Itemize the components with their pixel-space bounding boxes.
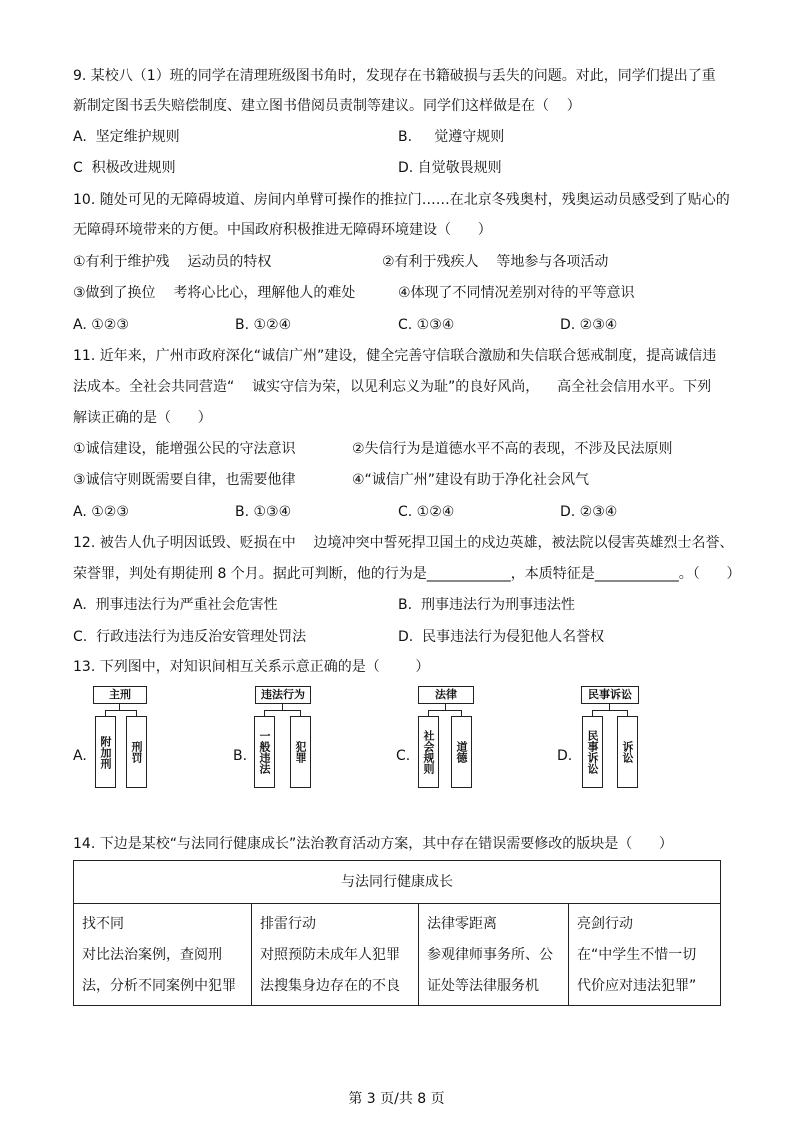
q9-option-b: B. 觉遵守规则 <box>398 129 505 145</box>
q11-stem-line3: 解读正确的是（ ） <box>73 410 212 426</box>
column-title: 法律零距离 <box>427 916 497 932</box>
connector-line <box>592 710 627 711</box>
q12-option-d: D. 民事违法行为侵犯他人名誉权 <box>398 629 605 645</box>
column-text: 在“中学生不惜一切 <box>577 947 697 963</box>
q12-option-b: B. 刑事违法行为刑事违法性 <box>398 597 575 613</box>
diagram-root-box: 法律 <box>418 686 474 704</box>
q11-statement-2: ②失信行为是道德水平不高的表现，不涉及民法原则 <box>352 441 673 457</box>
diagram-root-box: 主刑 <box>93 686 147 704</box>
q10-stem-line1: 10. 随处可见的无障碍坡道、房间内单臂可操作的推拉门……在北京冬残奥村，残奥运动员感受到了贴心的 <box>73 192 730 208</box>
q11-stem-line2: 法成本。全社会共同营造“ 诚实守信为荣，以见利忘义为耻”的良好风尚， 高全社会信用水平。下列 <box>73 379 712 395</box>
q12-option-a: A. 刑事违法行为严重社会危害性 <box>73 597 278 613</box>
diagram-letter: B. <box>233 748 248 764</box>
q11-stem-line1: 11. 近年来，广州市政府深化“诚信广州”建设，健全完善守信联合激励和失信联合惩戒制度，提高诚信违 <box>73 348 717 364</box>
connector-line <box>105 710 136 711</box>
column-text: 对比法治案例，查阅刑 <box>82 947 222 963</box>
column-text: 对照预防未成年人犯罪 <box>260 947 400 963</box>
q13-diagram-d <box>557 686 707 796</box>
column-text: 证处等法律服务机 <box>427 978 539 994</box>
q12-stem-line1: 12. 被告人仇子明因诋毁、贬损在中 边境冲突中誓死捍卫国土的戍边英雄，被法院以侵害英雄烈士名誉、 <box>73 535 734 551</box>
connector-line <box>119 703 120 710</box>
column-text: 法搜集身边存在的不良 <box>260 978 400 994</box>
connector-line <box>264 710 300 711</box>
q10-option-d: D. ②③④ <box>560 317 618 333</box>
q10-option-a: A. ①②③ <box>73 317 129 333</box>
q11-option-c: C. ①②④ <box>398 504 455 520</box>
table-column <box>418 903 568 1005</box>
table-column <box>568 903 719 1005</box>
diagram-left-box: 社会规则 <box>418 716 439 788</box>
q11-option-b: B. ①③④ <box>235 504 292 520</box>
diagram-right-box: 诉讼 <box>617 716 638 788</box>
q12-option-c: C. 行政违法行为违反治安管理处罚法 <box>73 629 307 645</box>
page-number-footer: 第 3 页/共 8 页 <box>348 1091 445 1107</box>
q11-statement-1: ①诚信建设，能增强公民的守法意识 <box>73 441 296 457</box>
q13-diagram-c <box>396 686 546 796</box>
diagram-left-box: 附加刑 <box>95 716 116 788</box>
q11-statement-4: ④“诚信广州”建设有助于净化社会风气 <box>352 472 590 488</box>
q13-stem: 13. 下列图中，对知识间相互关系示意正确的是（ ） <box>73 659 430 675</box>
diagram-root-box: 违法行为 <box>255 686 311 704</box>
q11-option-a: A. ①②③ <box>73 504 129 520</box>
diagram-right-box: 刑罚 <box>126 716 147 788</box>
diagram-left-box: 民事诉讼 <box>582 716 603 788</box>
diagram-right-box: 道德 <box>451 716 472 788</box>
q10-statement-4: ④体现了不同情况差别对待的平等意识 <box>398 285 635 301</box>
column-text: 代价应对违法犯罪” <box>577 978 697 994</box>
table-column <box>251 903 418 1005</box>
q11-statement-3: ③诚信守则既需要自律，也需要他律 <box>73 472 296 488</box>
q10-statement-3: ③做到了换位 考将心比心，理解他人的难处 <box>73 285 356 301</box>
q10-statement-2: ②有利于残疾人 等地参与各项活动 <box>382 254 609 270</box>
q11-option-d: D. ②③④ <box>560 504 618 520</box>
q13-diagram-b <box>233 686 383 796</box>
table-title: 与法同行健康成长 <box>74 861 720 904</box>
connector-line <box>282 703 283 710</box>
q10-stem-line2: 无障碍环境带来的方便。中国政府积极推进无障碍环境建设（ ） <box>73 222 492 238</box>
column-title: 排雷行动 <box>260 916 316 932</box>
diagram-letter: A. <box>73 748 87 764</box>
q10-option-c: C. ①③④ <box>398 317 455 333</box>
q14-stem: 14. 下边是某校“与法同行健康成长”法治教育活动方案，其中存在错误需要修改的版块是（ ） <box>73 836 673 852</box>
diagram-right-box: 犯罪 <box>290 716 311 788</box>
connector-line <box>445 703 446 710</box>
table-column <box>74 903 251 1005</box>
column-text: 参观律师事务所、公 <box>427 947 553 963</box>
q12-stem-line2: 荣誉罪，判处有期徒刑 8 个月。据此可判断，他的行为是____________，本质特征是____________。（ ） <box>73 566 741 582</box>
diagram-left-box: 一般违法 <box>254 716 275 788</box>
q9-stem-line1: 9. 某校八（1）班的同学在清理班级图书角时，发现存在书籍破损与丢失的问题。对此，同学们提出了重 <box>73 68 716 84</box>
diagram-root-box: 民事诉讼 <box>581 686 639 704</box>
connector-line <box>428 710 461 711</box>
diagram-letter: D. <box>557 748 573 764</box>
q9-stem-line2: 新制定图书丢失赔偿制度、建立图书借阅员责制等建议。同学们这样做是在（ ） <box>73 98 581 114</box>
q10-statement-1: ①有利于维护残 运动员的特权 <box>73 254 272 270</box>
column-text: 法，分析不同案例中犯罪 <box>82 978 236 994</box>
connector-line <box>609 703 610 710</box>
diagram-letter: C. <box>396 748 411 764</box>
activity-plan-table <box>73 860 721 1006</box>
q9-option-d: D. 自觉敬畏规则 <box>398 160 502 176</box>
q9-option-c: C 积极改进规则 <box>73 160 176 176</box>
q9-option-a: A. 坚定维护规则 <box>73 129 180 145</box>
column-title: 找不同 <box>82 916 124 932</box>
q13-diagram-a <box>73 686 223 796</box>
q10-option-b: B. ①②④ <box>235 317 292 333</box>
column-title: 亮剑行动 <box>577 916 633 932</box>
